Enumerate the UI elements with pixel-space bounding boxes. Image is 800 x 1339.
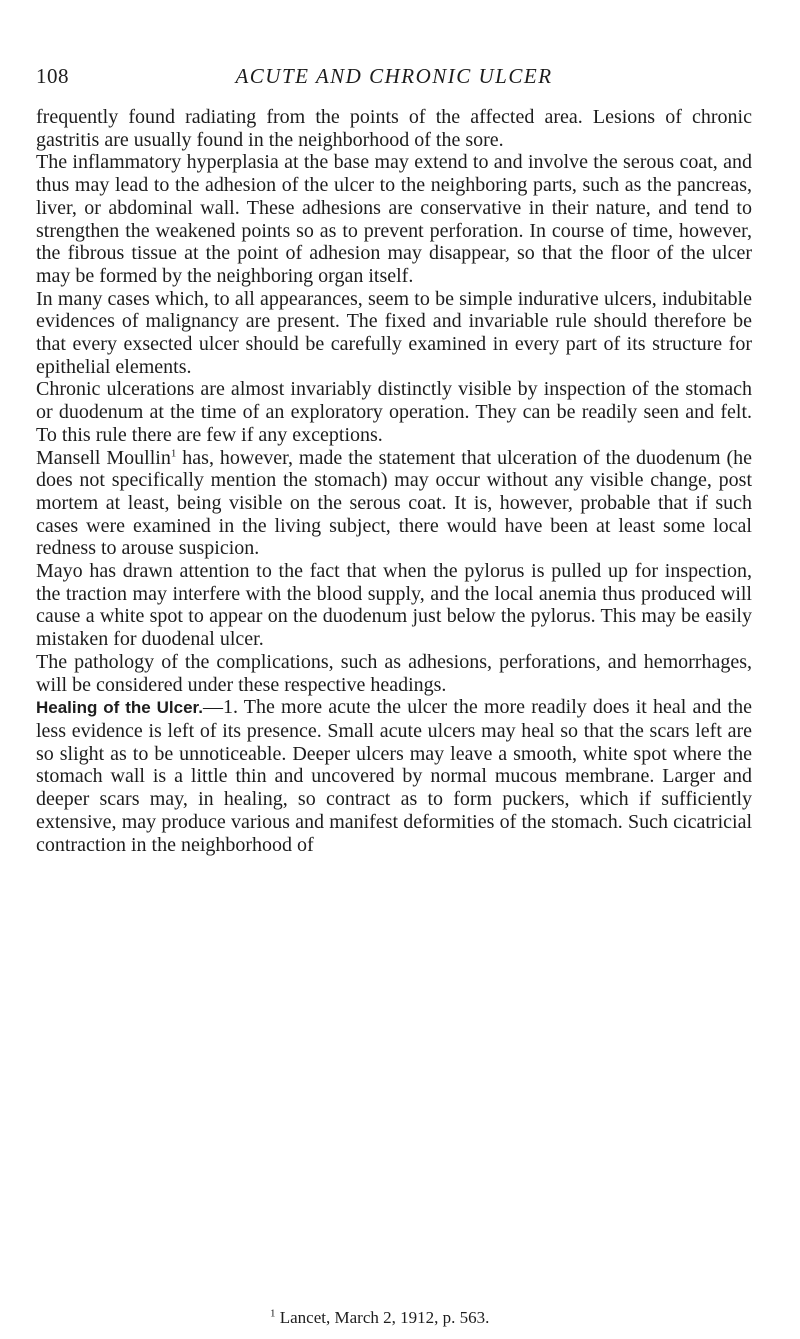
footnote: [270, 1308, 750, 1328]
body-text: [36, 106, 752, 856]
paragraph-complications: The pathology of the complications, such as adhesions, perforations, and hemorrhages, will be considered under these respective headings.: [36, 650, 752, 696]
healing-text: —1. The more acute the ulcer the more readily does it heal and the less evidence is left of its presence. Small acute ulcers may heal so that the scars left are so slight as to be unnoticeable. Deeper ulcers may leave a smooth, white spot where the stomach wall is a little thin and uncovered by normal mucous membrane. Larger and deeper scars may, in healing, so contract as to form puckers, which if sufficiently extensive, may produce various and manifest deformities of the stomach. Such cicatricial contraction in the neighborhood of: [36, 696, 752, 856]
footnote-reference: 1: [170, 446, 177, 459]
paragraph-chronic-ulcerations: Chronic ulcerations are almost invariably distinctly visible by inspection of the stomach or duodenum at the time of an exploratory operation. They can be readily seen and felt. To this rule there are few if any exceptions.: [36, 378, 752, 446]
moullin-lead: Mansell Moullin: [36, 446, 171, 469]
paragraph-mayo: Mayo has drawn attention to the fact that when the pylorus is pulled up for inspection, the traction may interfere with the blood supply, and the local anemia thus produced will cause a white spot to appear on the duodenum just below the pylorus. This may be easily mistaken for duodenal ulcer.: [36, 560, 752, 651]
healing-heading: Healing of the Ulcer.: [36, 698, 203, 718]
page-header: [36, 64, 752, 94]
page-number: 108: [36, 64, 69, 88]
paragraph-moullin: [36, 447, 752, 561]
moullin-rest: has, however, made the statement that ulceration of the duodenum (he does not specifically mention the stomach) may occur without any visible change, post mortem at least, being visible on the serous coat. It is, however, probable that if such cases were examined in the living subject, there would have been at least some local redness to arouse suspicion.: [36, 446, 752, 560]
paragraph-malignancy: In many cases which, to all appearances, seem to be simple indurative ulcers, indubitable evidences of malignancy are present. The fixed and invariable rule should therefore be that every exsected ulcer should be carefully examined in every part of its structure for epithelial elements.: [36, 287, 752, 378]
footnote-marker: 1: [270, 1307, 276, 1320]
running-head: ACUTE AND CHRONIC ULCER: [235, 64, 553, 88]
footnote-text: Lancet, March 2, 1912, p. 563.: [275, 1308, 490, 1327]
paragraph-continued: frequently found radiating from the points of the affected area. Lesions of chronic gastritis are usually found in the neighborhood of the sore.: [36, 106, 752, 151]
paragraph-healing: [36, 696, 752, 856]
paragraph-inflammatory-hyperplasia: The inflammatory hyperplasia at the base may extend to and involve the serous coat, and thus may lead to the adhesion of the ulcer to the neighboring parts, such as the pancreas, liver, or abdominal wall. These adhesions are conservative in their nature, and tend to strengthen the weakened points so as to prevent perforation. In course of time, however, the fibrous tissue at the point of adhesion may disappear, so that the floor of the ulcer may be formed by the neighboring organ itself.: [36, 151, 752, 287]
